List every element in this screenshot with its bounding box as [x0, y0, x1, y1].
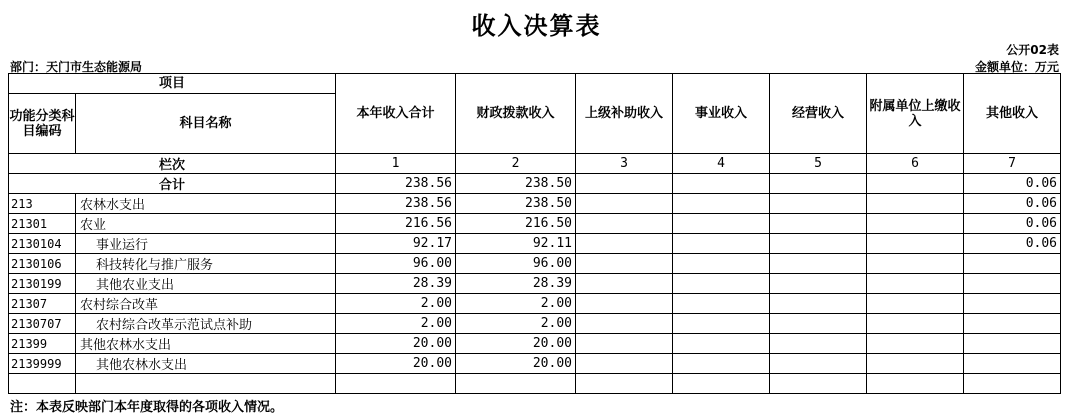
form-code: 公开02表: [1006, 43, 1059, 57]
subject-code: 213: [9, 194, 76, 214]
amount-cell: 96.00: [456, 254, 576, 274]
amount-cell: 2.00: [456, 294, 576, 314]
amount-cell: [867, 254, 964, 274]
subject-code: [9, 374, 76, 394]
header-name: 科目名称: [76, 94, 336, 154]
table-row: [9, 194, 1061, 214]
total-value: 238.56: [336, 174, 456, 194]
subject-name: 科技转化与推广服务: [76, 254, 336, 274]
total-value: [770, 174, 867, 194]
amount-cell: 0.06: [964, 194, 1061, 214]
amount-cell: 216.50: [456, 214, 576, 234]
table-row: [9, 354, 1061, 374]
header-col-1: 本年收入合计: [336, 74, 456, 154]
amount-cell: [964, 314, 1061, 334]
amount-cell: 216.56: [336, 214, 456, 234]
table-row: [9, 314, 1061, 334]
col-number: 3: [576, 154, 673, 174]
subject-code: 2130106: [9, 254, 76, 274]
amount-cell: 28.39: [336, 274, 456, 294]
amount-cell: 0.06: [964, 214, 1061, 234]
amount-cell: [673, 274, 770, 294]
amount-cell: [964, 334, 1061, 354]
table-row: [9, 214, 1061, 234]
header-col-3: 上级补助收入: [576, 74, 673, 154]
col-number: 4: [673, 154, 770, 174]
amount-cell: 20.00: [336, 354, 456, 374]
amount-cell: 96.00: [336, 254, 456, 274]
row-label: 栏次: [9, 154, 336, 174]
subject-code: 2130199: [9, 274, 76, 294]
table-row: [9, 374, 1061, 394]
subject-code: 2130104: [9, 234, 76, 254]
amount-cell: [673, 214, 770, 234]
table-row: [9, 334, 1061, 354]
amount-cell: [770, 294, 867, 314]
total-value: [576, 174, 673, 194]
subject-name: 其他农林水支出: [76, 354, 336, 374]
amount-cell: [576, 314, 673, 334]
amount-cell: [576, 294, 673, 314]
subject-code: 21307: [9, 294, 76, 314]
amount-cell: [770, 234, 867, 254]
amount-cell: [673, 194, 770, 214]
amount-cell: [673, 374, 770, 394]
amount-cell: 20.00: [456, 334, 576, 354]
header-col-7: 其他收入: [964, 74, 1061, 154]
amount-cell: [576, 234, 673, 254]
amount-cell: [770, 374, 867, 394]
amount-cell: [770, 274, 867, 294]
header-col-2: 财政拨款收入: [456, 74, 576, 154]
col-number: 7: [964, 154, 1061, 174]
subject-name: 其他农林水支出: [76, 334, 336, 354]
table-row: [9, 274, 1061, 294]
amount-cell: [576, 194, 673, 214]
amount-cell: [964, 354, 1061, 374]
header-project: 项目: [9, 74, 336, 94]
subject-code: 2139999: [9, 354, 76, 374]
amount-cell: 238.50: [456, 194, 576, 214]
amount-cell: 28.39: [456, 274, 576, 294]
amount-cell: [867, 354, 964, 374]
subject-name: 农业: [76, 214, 336, 234]
amount-unit-label: 金额单位：万元: [974, 60, 1059, 74]
subject-name: 农村综合改革: [76, 294, 336, 314]
header-code: 功能分类科目编码: [9, 94, 76, 154]
total-value: 238.50: [456, 174, 576, 194]
subject-code: 21301: [9, 214, 76, 234]
amount-cell: [576, 374, 673, 394]
total-value: [867, 174, 964, 194]
amount-cell: [964, 374, 1061, 394]
amount-cell: [867, 314, 964, 334]
total-row: [9, 174, 1061, 194]
amount-cell: 0.06: [964, 234, 1061, 254]
amount-cell: 92.17: [336, 234, 456, 254]
subject-name: 农村综合改革示范试点补助: [76, 314, 336, 334]
amount-cell: [770, 214, 867, 234]
amount-cell: [456, 374, 576, 394]
amount-cell: [770, 254, 867, 274]
amount-cell: [673, 354, 770, 374]
income-table: [8, 73, 1061, 394]
amount-cell: [576, 334, 673, 354]
amount-cell: [576, 214, 673, 234]
subject-code: 2130707: [9, 314, 76, 334]
amount-cell: 2.00: [456, 314, 576, 334]
amount-cell: [576, 254, 673, 274]
amount-cell: [673, 314, 770, 334]
header-col-5: 经营收入: [770, 74, 867, 154]
amount-cell: [673, 294, 770, 314]
amount-cell: [673, 334, 770, 354]
amount-cell: 92.11: [456, 234, 576, 254]
col-number: 2: [456, 154, 576, 174]
table-row: [9, 254, 1061, 274]
amount-cell: [964, 254, 1061, 274]
total-value: 0.06: [964, 174, 1061, 194]
total-label: 合计: [9, 174, 336, 194]
amount-cell: 2.00: [336, 294, 456, 314]
subject-name: 事业运行: [76, 234, 336, 254]
amount-cell: [673, 234, 770, 254]
amount-cell: [867, 214, 964, 234]
subject-name: [76, 374, 336, 394]
col-number: 6: [867, 154, 964, 174]
header-col-6: 附属单位上缴收入: [867, 74, 964, 154]
amount-cell: [867, 234, 964, 254]
amount-cell: 2.00: [336, 314, 456, 334]
amount-cell: [867, 274, 964, 294]
subject-code: 21399: [9, 334, 76, 354]
amount-cell: [576, 274, 673, 294]
total-value: [673, 174, 770, 194]
amount-cell: [867, 374, 964, 394]
amount-cell: [770, 314, 867, 334]
subject-name: 农林水支出: [76, 194, 336, 214]
amount-cell: [673, 254, 770, 274]
amount-cell: 20.00: [456, 354, 576, 374]
table-row: [9, 294, 1061, 314]
amount-cell: [964, 274, 1061, 294]
col-number: 5: [770, 154, 867, 174]
amount-cell: [867, 334, 964, 354]
amount-cell: [576, 354, 673, 374]
subject-name: 其他农业支出: [76, 274, 336, 294]
amount-cell: [867, 294, 964, 314]
amount-cell: 238.56: [336, 194, 456, 214]
amount-cell: [770, 354, 867, 374]
amount-cell: 20.00: [336, 334, 456, 354]
col-number: 1: [336, 154, 456, 174]
table-row: [9, 234, 1061, 254]
footnote: 注：本表反映部门本年度取得的各项收入情况。: [10, 400, 284, 415]
amount-cell: [770, 194, 867, 214]
amount-cell: [770, 334, 867, 354]
department-label: 部门：天门市生态能源局: [10, 60, 143, 74]
amount-cell: [964, 294, 1061, 314]
page-title: 收入决算表: [471, 11, 602, 40]
amount-cell: [336, 374, 456, 394]
amount-cell: [867, 194, 964, 214]
header-col-4: 事业收入: [673, 74, 770, 154]
